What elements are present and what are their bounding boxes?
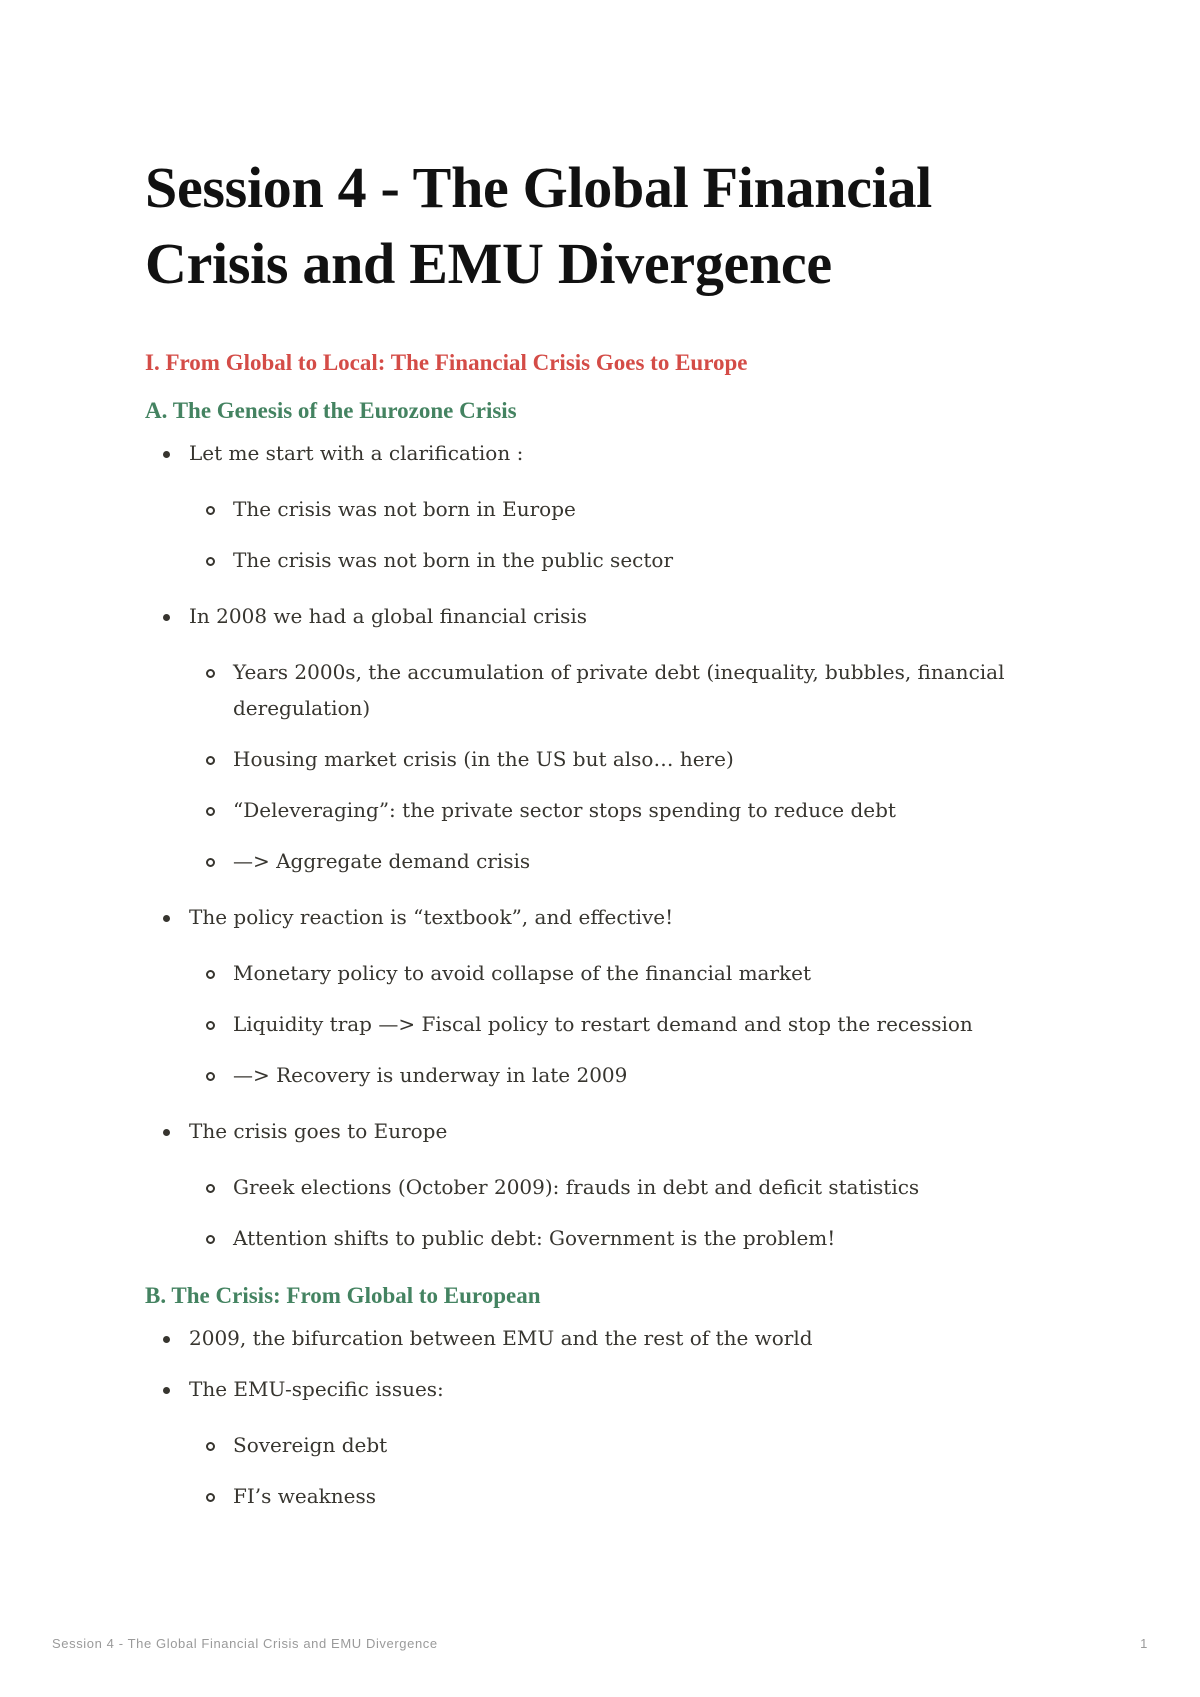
section-heading: I. From Global to Local: The Financial Crisis Goes to Europe [145,350,748,375]
footer-title: Session 4 - The Global Financial Crisis and EMU Divergence [52,1636,438,1651]
sub-bullet-list [189,491,1045,578]
sub-list-item: Housing market crisis (in the US but also… here) [189,741,1045,777]
sub-bullet-list [189,955,1045,1093]
page-number: 1 [1140,1636,1148,1651]
sub-bullet-list [189,654,1045,879]
sub-bullet-list [189,1169,1045,1256]
subsection-heading-a: A. The Genesis of the Eurozone Crisis [145,398,517,423]
list-item-text: The crisis goes to Europe [189,1119,448,1143]
sub-list-item: “Deleveraging”: the private sector stops spending to reduce debt [189,792,1045,828]
sub-list-item: Sovereign debt [189,1427,1045,1463]
bullet-list-a [145,440,1045,1256]
list-item [145,904,1045,1093]
subsection-heading-b: B. The Crisis: From Global to European [145,1283,541,1308]
sub-list-item: The crisis was not born in Europe [189,491,1045,527]
page-title: Session 4 - The Global Financial Crisis and EMU Divergence [145,155,932,296]
sub-list-item: Attention shifts to public debt: Government is the problem! [189,1220,1045,1256]
list-item-text: In 2008 we had a global financial crisis [189,604,588,628]
list-item [145,1118,1045,1256]
list-item [145,1376,1045,1514]
document-page [145,150,1045,1539]
sub-list-item: —> Recovery is underway in late 2009 [189,1057,1045,1093]
sub-list-item: Years 2000s, the accumulation of private debt (inequality, bubbles, financial deregulation) [189,654,1045,726]
list-item-text: The EMU-specific issues: [189,1377,444,1401]
sub-list-item: Greek elections (October 2009): frauds in debt and deficit statistics [189,1169,1045,1205]
sub-list-item: —> Aggregate demand crisis [189,843,1045,879]
page-footer [52,1636,1148,1656]
list-item [145,440,1045,578]
list-item-text: Let me start with a clarification : [189,441,524,465]
sub-bullet-list [189,1427,1045,1514]
sub-list-item: Liquidity trap —> Fiscal policy to restart demand and stop the recession [189,1006,1045,1042]
list-item-text: The policy reaction is “textbook”, and effective! [189,905,674,929]
list-item [145,603,1045,879]
sub-list-item: The crisis was not born in the public sector [189,542,1045,578]
sub-list-item: FI’s weakness [189,1478,1045,1514]
list-item [145,1325,1045,1351]
bullet-list-b [145,1325,1045,1514]
list-item-text: 2009, the bifurcation between EMU and the rest of the world [189,1326,813,1350]
sub-list-item: Monetary policy to avoid collapse of the financial market [189,955,1045,991]
